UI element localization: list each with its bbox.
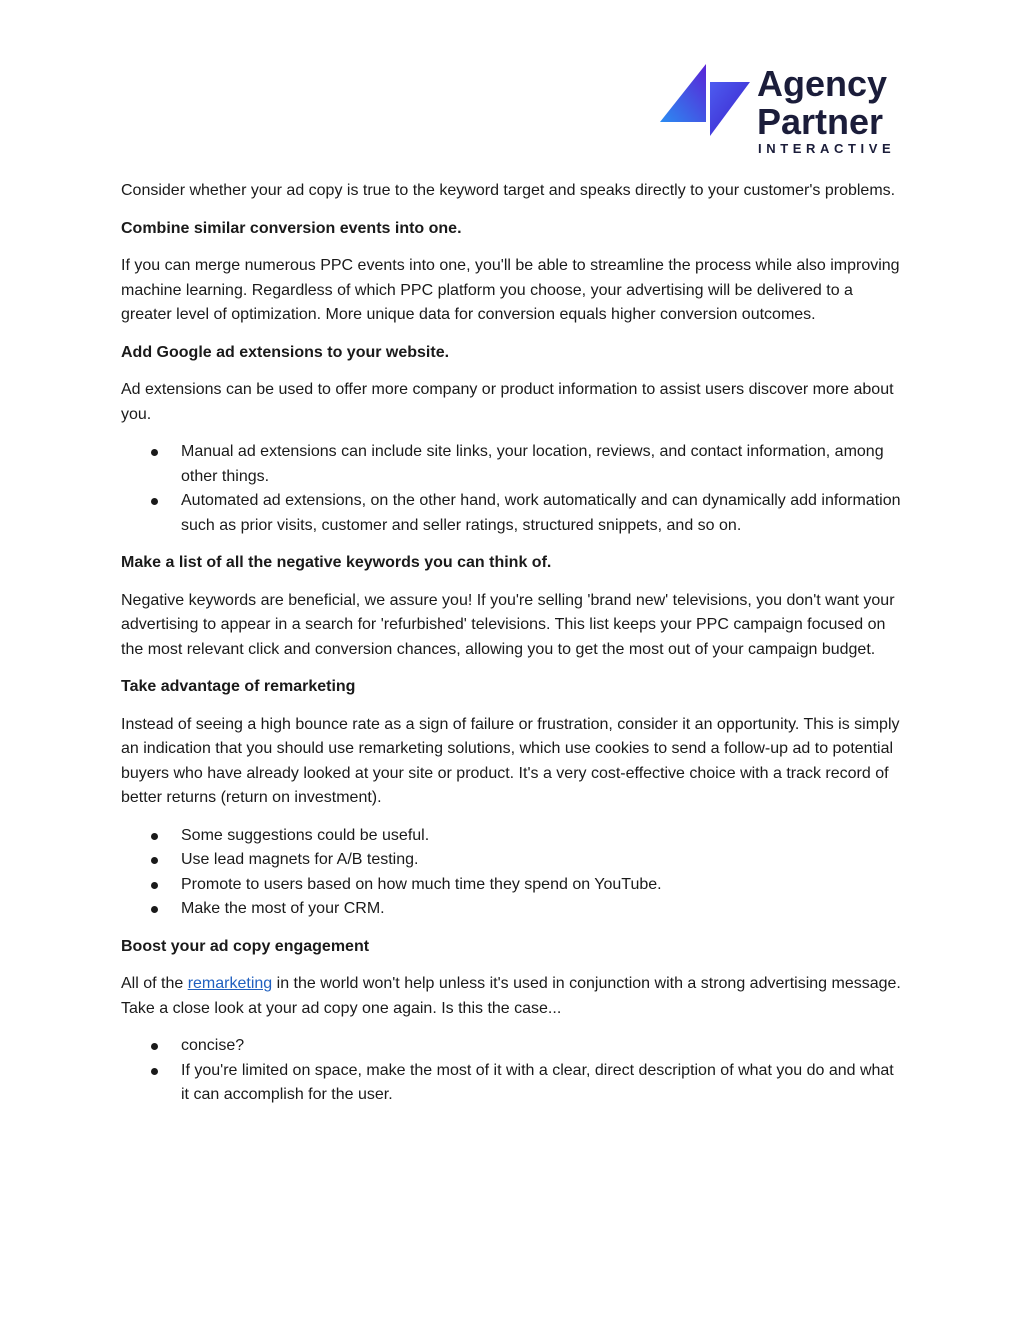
remarketing-link[interactable]: remarketing	[187, 975, 273, 992]
bullet-icon	[151, 906, 158, 913]
paragraph-text-end: in the world won't help unless it's used in conjunction with a strong advertising message. Take a close look at your ad copy one again. Is this the case...	[121, 975, 901, 1017]
bullet-icon	[151, 882, 158, 889]
list-item	[121, 1059, 901, 1108]
heading-negative-keywords: Make a list of all the negative keywords you can think of.	[121, 554, 552, 571]
paragraph-negative-keywords: Negative keywords are beneficial, we assure you! If you're selling 'brand new' televisions, you don't want your advertising to appear in a search for 'refurbished' televisions. This list keeps your PPC campaign focused on the most relevant click and conversion chances, allowing you to get the most out of your campaign budget.	[121, 591, 895, 658]
list-item-text: Manual ad extensions can include site links, your location, reviews, and contact information, among other things.	[181, 443, 884, 485]
list-item	[121, 440, 901, 489]
list-item	[121, 489, 901, 538]
list-item	[121, 848, 901, 873]
logo-mark-icon	[660, 64, 750, 136]
bullet-icon	[151, 449, 158, 456]
bullet-icon	[151, 1043, 158, 1050]
list-item	[121, 873, 901, 898]
paragraph-ad-extensions: Ad extensions can be used to offer more company or product information to assist users discover more about you.	[121, 381, 894, 423]
heading-ad-copy-engagement: Boost your ad copy engagement	[121, 937, 370, 955]
paragraph-ad-copy-engagement	[121, 972, 901, 1021]
agency-partner-logo	[660, 62, 910, 158]
paragraph-text-start: All of the	[121, 975, 188, 992]
list-item	[121, 824, 901, 849]
list-item	[121, 897, 901, 922]
list-item-text: Use lead magnets for A/B testing.	[181, 851, 419, 868]
list-item-text: Promote to users based on how much time they spend on YouTube.	[181, 875, 662, 893]
paragraph-merge-events: If you can merge numerous PPC events into one, you'll be able to streamline the process while also improving machine learning. Regardless of which PPC platform you choose, your advertising will be delivered to a greater level of optimization. More unique data for conversion equals higher conversion outcomes.	[121, 257, 900, 323]
logo-word-agency: Agency	[757, 63, 888, 104]
bullet-icon	[151, 857, 158, 864]
list-item-text: If you're limited on space, make the most of it with a clear, direct description of what you do and what it can accomplish for the user.	[181, 1061, 894, 1103]
bullet-icon	[151, 498, 158, 505]
heading-remarketing: Take advantage of remarketing	[121, 678, 356, 695]
list-item-text: Make the most of your CRM.	[181, 900, 385, 917]
heading-ad-extensions: Add Google ad extensions to your website.	[121, 343, 450, 361]
list-item-text: concise?	[181, 1037, 245, 1054]
list-ad-extensions	[121, 440, 901, 538]
logo-word-partner: Partner	[757, 101, 884, 142]
document-body	[121, 179, 901, 1121]
list-item-text: Automated ad extensions, on the other hand, work automatically and can dynamically add information such as prior visits, customer and seller ratings, structured snippets, and so on.	[181, 492, 901, 534]
list-item	[121, 1034, 901, 1059]
bullet-icon	[151, 833, 158, 840]
paragraph-remarketing: Instead of seeing a high bounce rate as a sign of failure or frustration, consider it an opportunity. This is simply an indication that you should use remarketing solutions, which use cookies to send a follow-up ad to potential buyers who have already looked at your site or product. It's a very cost-effective choice with a track record of better returns (return on investment).	[121, 715, 900, 806]
paragraph-ad-copy: Consider whether your ad copy is true to the keyword target and speaks directly to your customer's problems.	[121, 182, 896, 199]
logo-word-interactive: INTERACTIVE	[758, 141, 896, 156]
bullet-icon	[151, 1068, 158, 1075]
list-item-text: Some suggestions could be useful.	[181, 826, 430, 844]
list-remarketing-suggestions	[121, 824, 901, 922]
heading-combine-conversions: Combine similar conversion events into one.	[121, 219, 462, 237]
list-ad-copy-checks	[121, 1034, 901, 1108]
